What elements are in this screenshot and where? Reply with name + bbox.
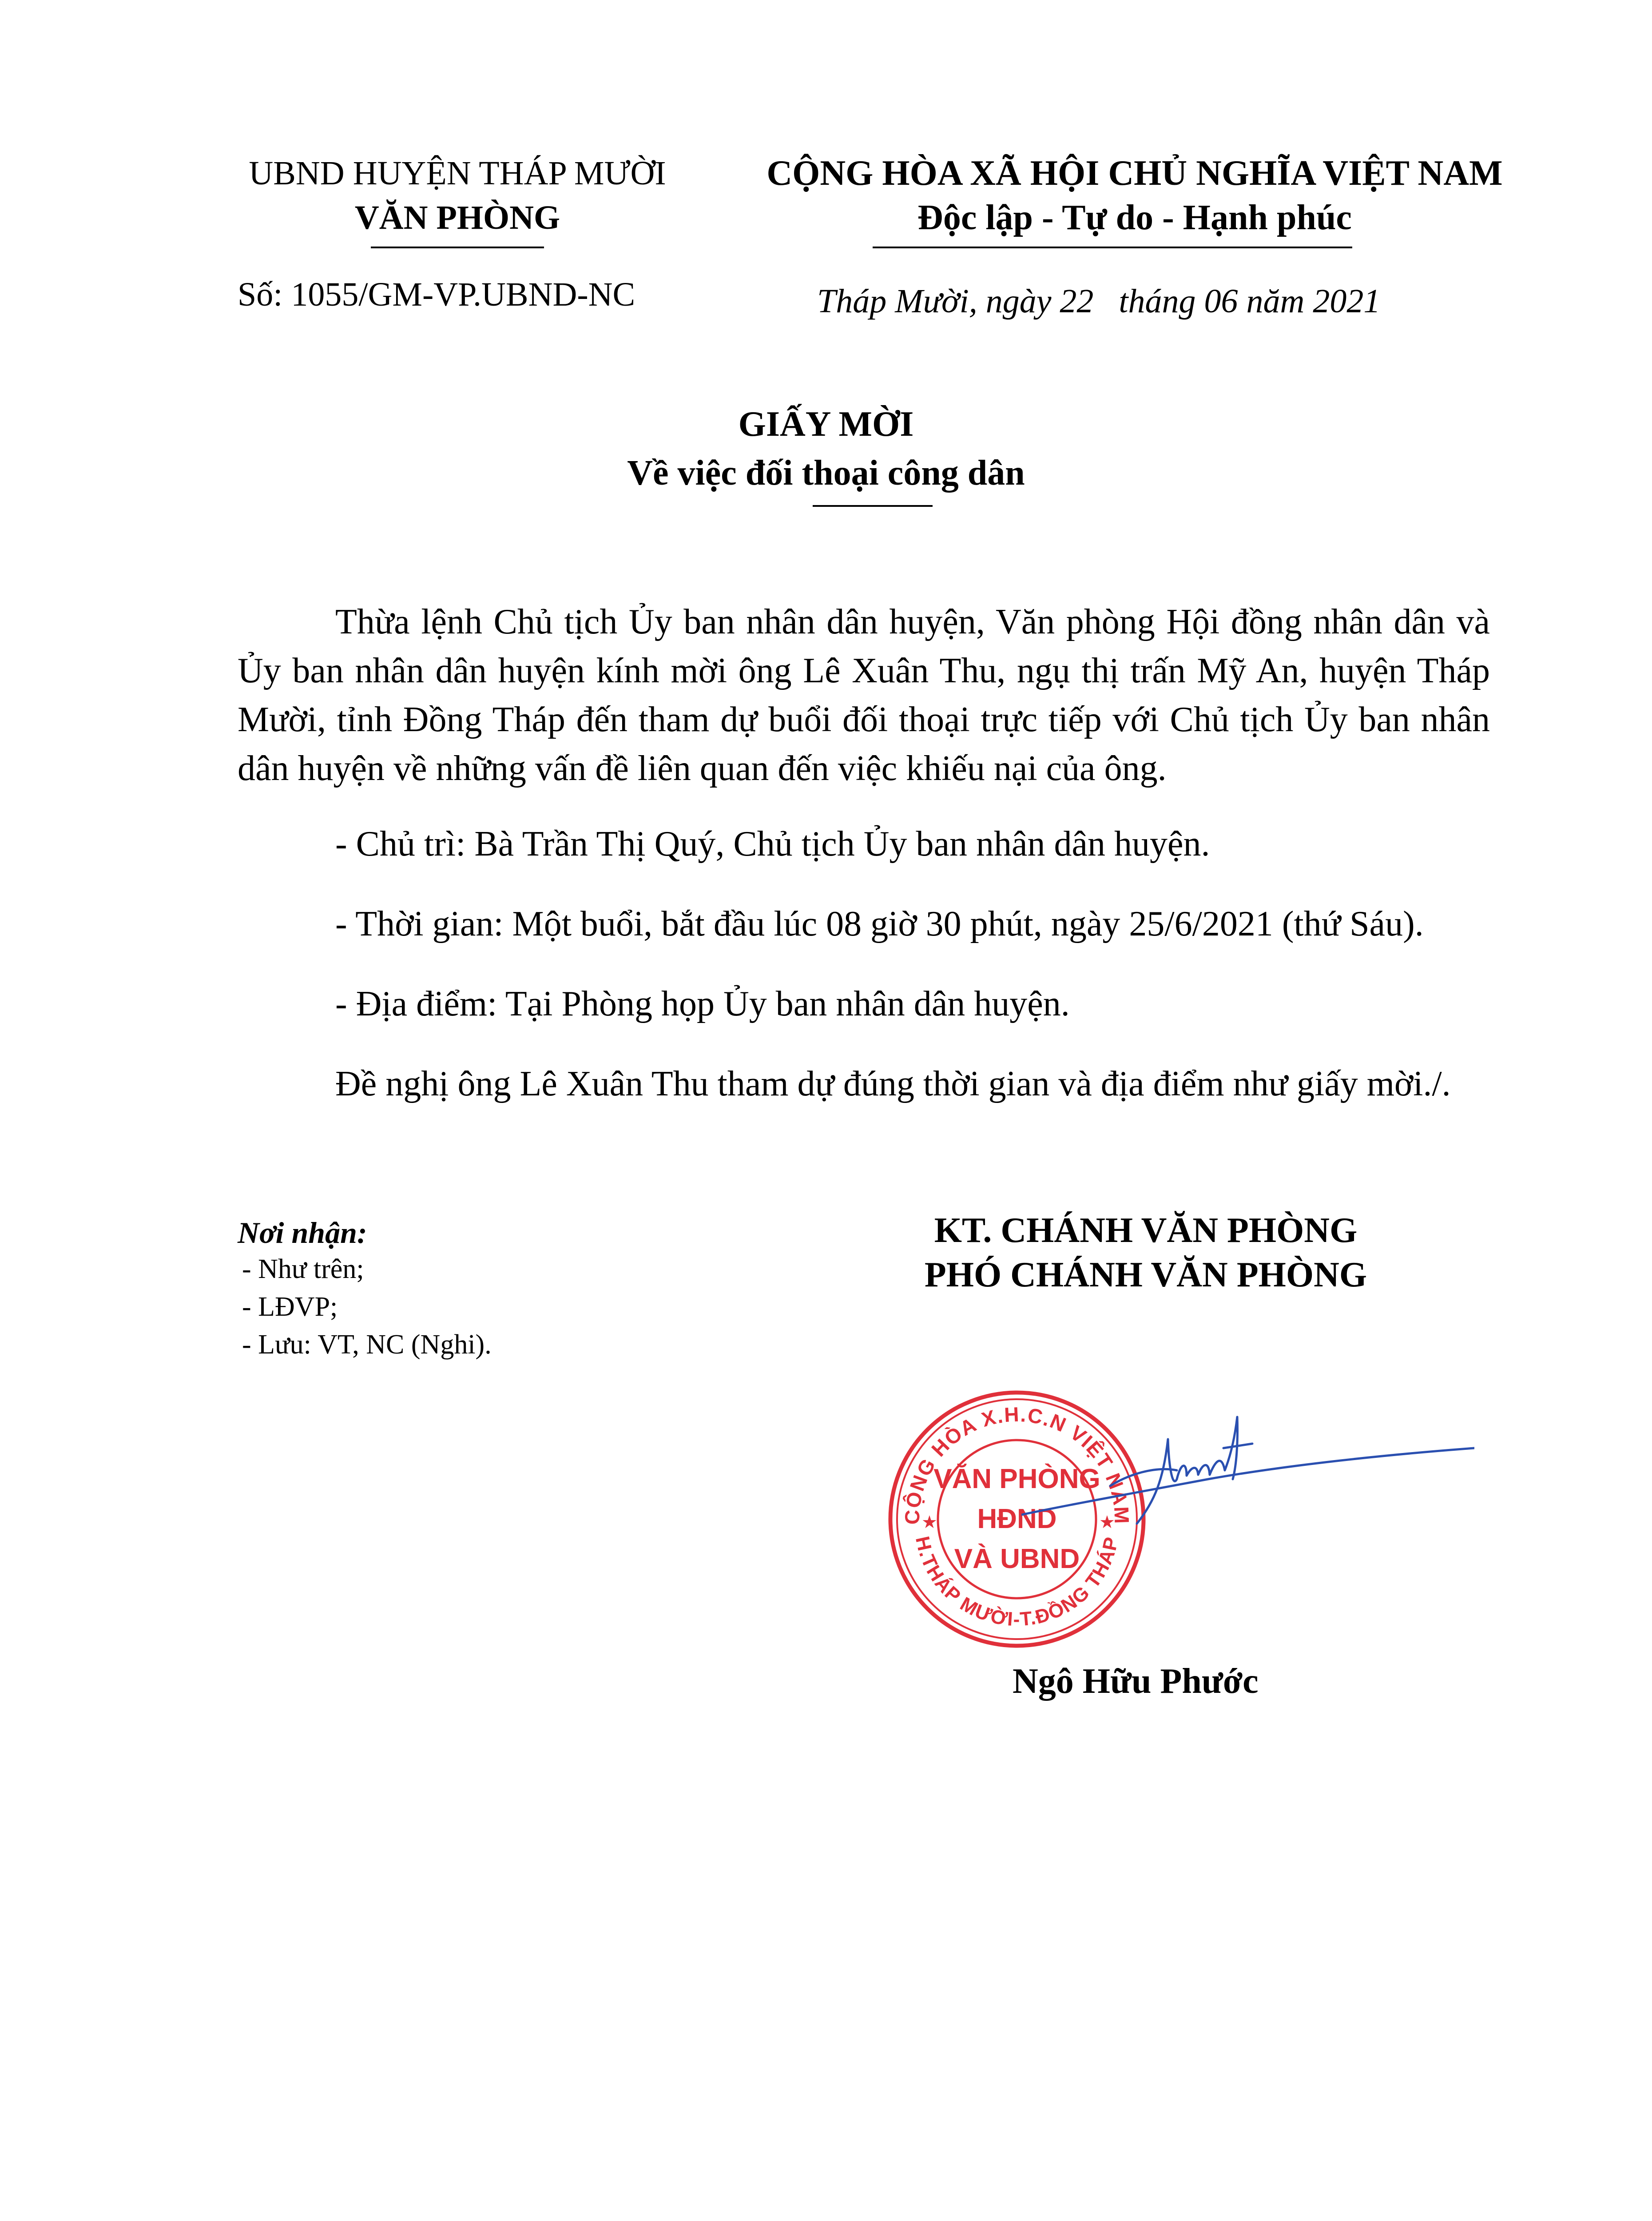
seal-ring-text-bottom: H.THÁP MƯỜI-T.ĐỒNG THÁP bbox=[911, 1534, 1123, 1631]
chair-line: - Chủ trì: Bà Trần Thị Quý, Chủ tịch Ủy ban nhân dân huyện. bbox=[335, 824, 1210, 864]
national-motto: Độc lập - Tự do - Hạnh phúc bbox=[917, 198, 1352, 237]
handwritten-signature bbox=[1021, 1413, 1474, 1537]
seal-center-line3: VÀ UBND bbox=[954, 1544, 1080, 1574]
national-header bbox=[719, 151, 1550, 240]
seal-star-left: ★ bbox=[921, 1512, 937, 1532]
signature-title bbox=[853, 1208, 1439, 1297]
recipient-item: - Như trên; bbox=[242, 1254, 364, 1284]
place-line: - Địa điểm: Tại Phòng họp Ủy ban nhân dân huyện. bbox=[335, 984, 1070, 1023]
time-line: - Thời gian: Một buổi, bắt đầu lúc 08 giờ 30 phút, ngày 25/6/2021 (thứ Sáu). bbox=[335, 904, 1424, 943]
intro-paragraph: Thừa lệnh Chủ tịch Ủy ban nhân dân huyện, Văn phòng Hội đồng nhân dân và Ủy ban nhân dân huyện kính mời ông Lê Xuân Thu, ngụ thị trấn Mỹ An, huyện Tháp Mười, tỉnh Đồng Tháp đến tham dự buổi đối thoại trực tiếp với Chủ tịch Ủy ban nhân dân huyện về những vấn đề liên quan đến việc khiếu nại của ông. bbox=[238, 602, 1490, 788]
recipients-block bbox=[238, 1215, 492, 1364]
signature-position: PHÓ CHÁNH VĂN PHÒNG bbox=[924, 1255, 1367, 1294]
document-subject: Về việc đối thoại công dân bbox=[627, 454, 1025, 493]
recipient-item: - Lưu: VT, NC (Nghi). bbox=[242, 1329, 492, 1360]
agency-underline bbox=[371, 247, 544, 248]
national-title: CỘNG HÒA XÃ HỘI CHỦ NGHĨA VIỆT NAM bbox=[766, 154, 1503, 193]
title-underline bbox=[813, 505, 933, 507]
signer-name: Ngô Hữu Phước bbox=[1013, 1662, 1259, 1701]
seal-star-right: ★ bbox=[1099, 1512, 1115, 1532]
closing-paragraph: Đề nghị ông Lê Xuân Thu tham dự đúng thời gian và địa điểm như giấy mời./. bbox=[335, 1064, 1451, 1103]
document-title: GIẤY MỜI bbox=[738, 405, 914, 444]
recipient-item: - LĐVP; bbox=[242, 1292, 338, 1322]
document-date: Tháp Mười, ngày 22 tháng 06 năm 2021 bbox=[817, 283, 1381, 320]
office-name: VĂN PHÒNG bbox=[354, 199, 560, 236]
document-number: Số: 1055/GM-VP.UBND-NC bbox=[238, 276, 635, 313]
seal-ring-text-top: CỘNG HÒA X.H.C.N VIỆT NAM bbox=[900, 1402, 1134, 1525]
seal-center-line1: VĂN PHÒNG bbox=[933, 1464, 1100, 1494]
document-body bbox=[238, 597, 1490, 1135]
document-title-block bbox=[444, 400, 1208, 498]
recipients-title: Nơi nhận: bbox=[238, 1216, 367, 1250]
seal-center-line2: HĐND bbox=[977, 1504, 1057, 1534]
signature-authority: KT. CHÁNH VĂN PHÒNG bbox=[934, 1211, 1358, 1250]
motto-underline bbox=[873, 247, 1352, 248]
agency-name: UBND HUYỆN THÁP MƯỜI bbox=[249, 155, 666, 192]
agency-header bbox=[191, 151, 724, 240]
